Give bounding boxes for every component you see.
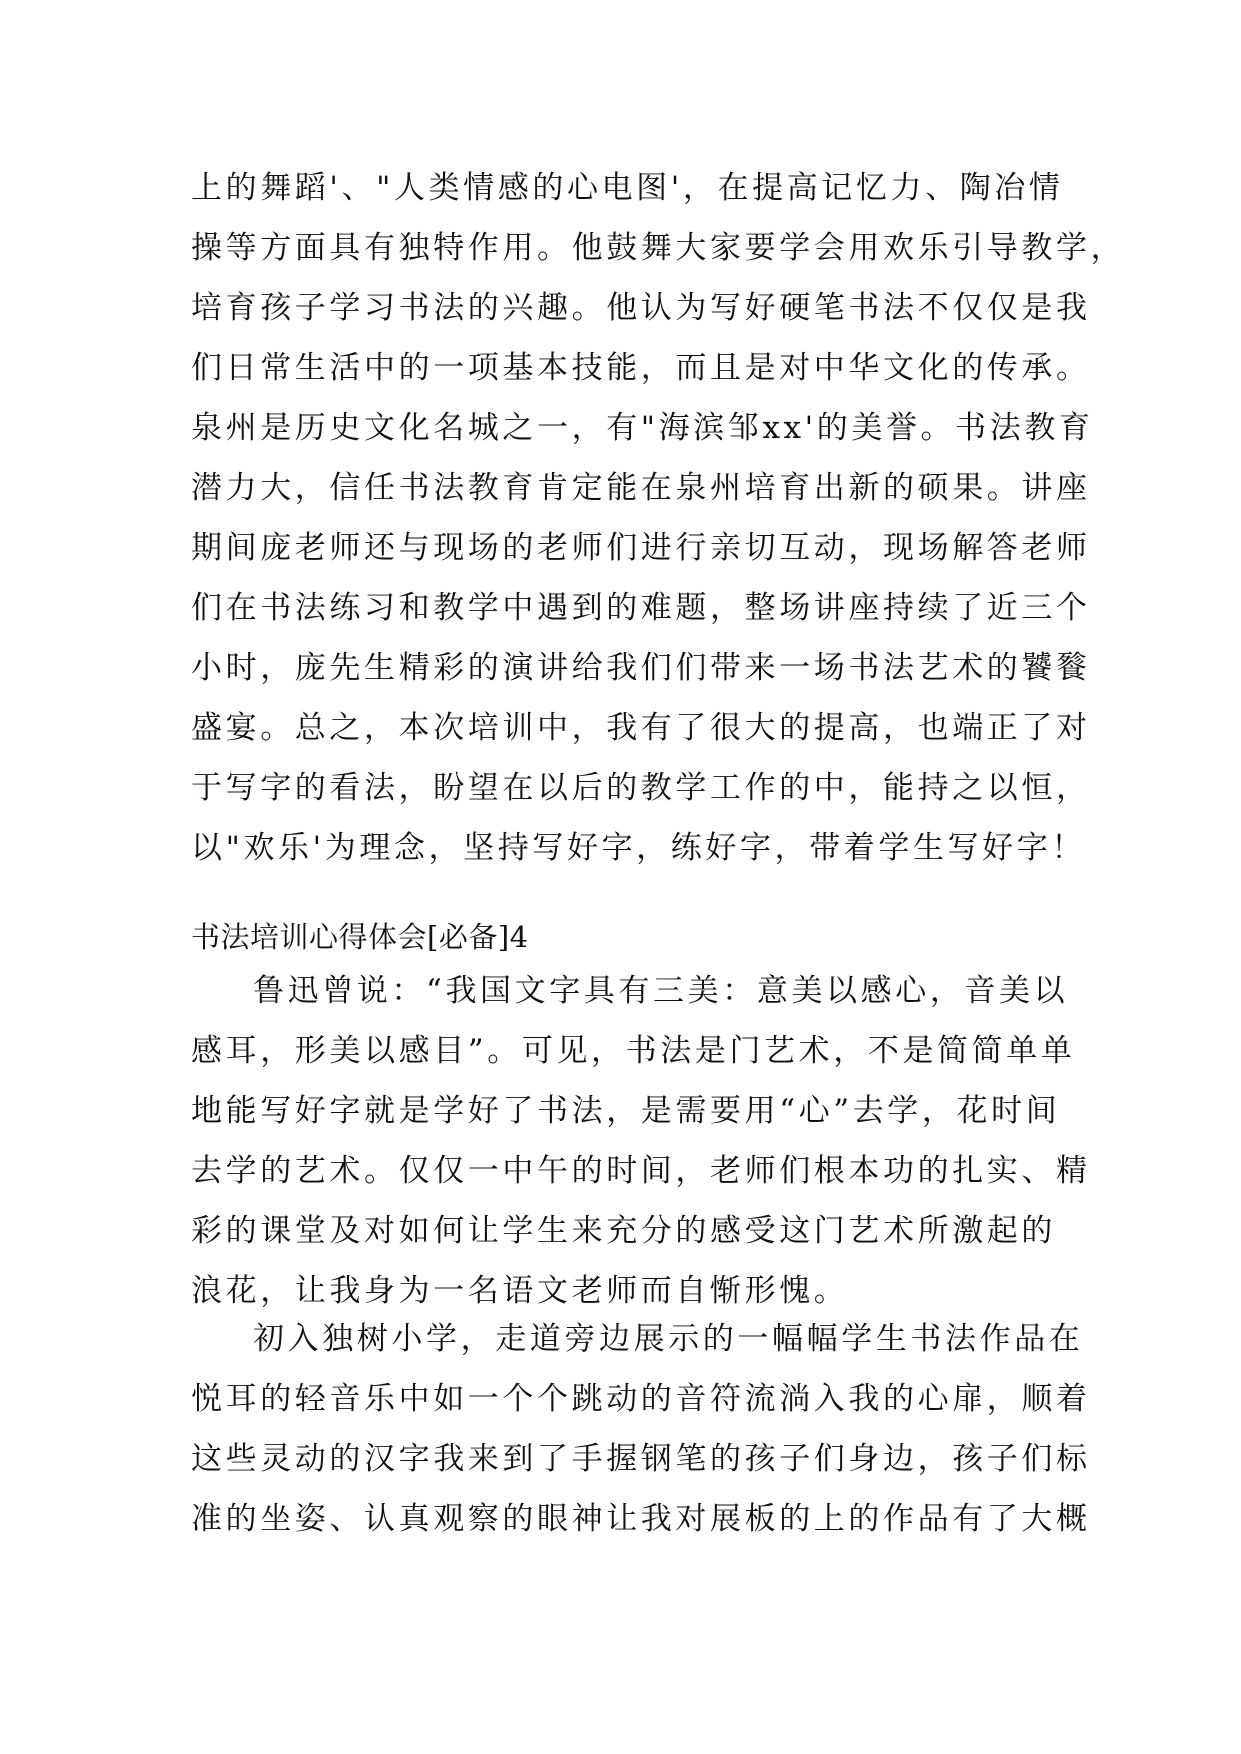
text-line: 悦耳的轻音乐中如一个个跳动的音符流淌入我的心扉，顺着 [191, 1381, 1091, 1417]
text-line: 去学的艺术。仅仅一中午的时间，老师们根本功的扎实、精 [191, 1153, 1091, 1189]
text-line: 彩的课堂及对如何让学生来充分的感受这门艺术所激起的 [191, 1213, 1056, 1249]
paragraph-1 [191, 961, 1091, 1321]
text-line: 操等方面具有独特作用。他鼓舞大家要学会用欢乐引导教学， [191, 230, 1126, 266]
text-line: 以"欢乐'为理念，坚持写好字，练好字，带着学生写好字！ [191, 830, 1086, 866]
text-line: 培育孩子学习书法的兴趣。他认为写好硬笔书法不仅仅是我 [191, 290, 1091, 326]
text-line: 这些灵动的汉字我来到了手握钢笔的孩子们身边，孩子们标 [191, 1441, 1091, 1477]
text-line: 鲁迅曾说：“我国文字具有三美：意美以感心，音美以 [253, 973, 1069, 1009]
text-line: 地能写好字就是学好了书法，是需要用“心”去学，花时间 [191, 1093, 1061, 1129]
text-line: 感耳，形美以感目”。可见，书法是门艺术，不是简简单单 [191, 1033, 1076, 1069]
text-line: 准的坐姿、认真观察的眼神让我对展板的上的作品有了大概 [191, 1501, 1091, 1537]
text-line: 浪花，让我身为一名语文老师而自惭形愧。 [191, 1273, 849, 1309]
text-line: 小时，庞先生精彩的演讲给我们们带来一场书法艺术的饕餮 [191, 650, 1091, 686]
text-line: 们日常生活中的一项基本技能，而且是对中华文化的传承。 [191, 350, 1091, 386]
section-heading: 书法培训心得体会[必备]4 [191, 920, 529, 954]
text-line: 于写字的看法，盼望在以后的教学工作的中，能持之以恒， [191, 770, 1091, 806]
text-line: 上的舞蹈'、"人类情感的心电图'，在提高记忆力、陶冶情 [191, 170, 1064, 206]
continuation-paragraph [191, 158, 1126, 878]
text-line: 初入独树小学，走道旁边展示的一幅幅学生书法作品在 [253, 1321, 1084, 1357]
text-line: 们在书法练习和教学中遇到的难题，整场讲座持续了近三个 [191, 590, 1091, 626]
text-line: 盛宴。总之，本次培训中，我有了很大的提高，也端正了对 [191, 710, 1091, 746]
paragraph-2 [191, 1309, 1091, 1549]
text-line: 期间庞老师还与现场的老师们进行亲切互动，现场解答老师 [191, 530, 1091, 566]
text-line: 潜力大，信任书法教育肯定能在泉州培育出新的硕果。讲座 [191, 470, 1091, 506]
text-line: 泉州是历史文化名城之一，有"海滨邹xx'的美誉。书法教育 [191, 410, 1094, 446]
